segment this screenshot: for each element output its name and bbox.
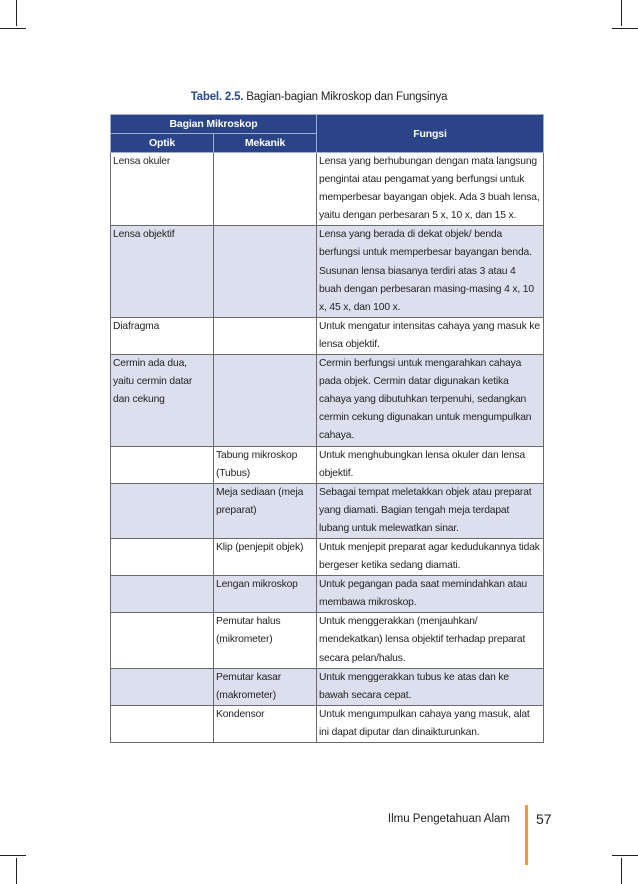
cell-fungsi: Untuk menggerakkan (menjauhkan/ mendekatkan) lensa objektif terhadap preparat secara pelan/halus.: [317, 613, 544, 668]
crop-mark: [621, 858, 622, 884]
table-caption: [0, 91, 638, 103]
cell-mekanik: Klip (penjepit objek): [214, 538, 317, 575]
table-row: [111, 705, 544, 742]
header-optik: Optik: [111, 134, 214, 153]
header-fungsi: Fungsi: [317, 115, 544, 153]
cell-optik: [111, 705, 214, 742]
table-row: [111, 317, 544, 354]
cell-optik: [111, 613, 214, 668]
caption-label: Tabel. 2.5.: [190, 91, 244, 103]
cell-mekanik: Meja sediaan (meja preparat): [214, 483, 317, 538]
crop-mark: [612, 855, 638, 856]
cell-optik: [111, 446, 214, 483]
cell-fungsi: Lensa yang berada di dekat objek/ benda berfungsi untuk memperbesar bayangan benda. Susunan lensa biasanya terdiri atas 3 atau 4 buah dengan perbesaran masing-masing 4 x, 10 x, 45 x, dan 100 x.: [317, 226, 544, 317]
table-row: [111, 446, 544, 483]
cell-mekanik: [214, 226, 317, 317]
cell-mekanik: Pemutar halus (mikrometer): [214, 613, 317, 668]
table-row: [111, 538, 544, 575]
crop-mark: [16, 858, 17, 884]
table-row: [111, 226, 544, 317]
cell-fungsi: Untuk menggerakkan tubus ke atas dan ke bawah secara cepat.: [317, 668, 544, 705]
cell-mekanik: Tabung mikroskop (Tubus): [214, 446, 317, 483]
table-row: [111, 668, 544, 705]
cell-fungsi: Untuk pegangan pada saat memindahkan atau membawa mikroskop.: [317, 576, 544, 613]
cell-mekanik: Pemutar kasar (makrometer): [214, 668, 317, 705]
crop-mark: [16, 0, 17, 26]
cell-optik: Lensa okuler: [111, 153, 214, 226]
microscope-parts-table: [110, 114, 544, 743]
caption-title: Bagian-bagian Mikroskop dan Fungsinya: [246, 91, 448, 103]
cell-optik: [111, 483, 214, 538]
cell-fungsi: Cermin berfungsi untuk mengarahkan cahaya pada objek. Cermin datar digunakan ketika cahaya yang dibutuhkan terpenuhi, sedangkan cermin cekung digunakan untuk mengumpulkan cahaya.: [317, 355, 544, 446]
table-row: [111, 613, 544, 668]
cell-optik: [111, 538, 214, 575]
cell-optik: [111, 668, 214, 705]
footer-divider: [525, 805, 528, 865]
cell-mekanik: [214, 153, 317, 226]
cell-fungsi: Sebagai tempat meletakkan objek atau preparat yang diamati. Bagian tengah meja terdapat lubang untuk melewatkan sinar.: [317, 483, 544, 538]
table-row: [111, 153, 544, 226]
table-row: [111, 355, 544, 446]
group-header: Bagian Mikroskop: [111, 115, 317, 134]
cell-fungsi: Lensa yang berhubungan dengan mata langsung pengintai atau pengamat yang berfungsi untuk memperbesar bayangan objek. Ada 3 buah lensa, yaitu dengan perbesaran 5 x, 10 x, dan 15 x.: [317, 153, 544, 226]
crop-mark: [612, 28, 638, 29]
table-row: [111, 576, 544, 613]
cell-optik: Lensa objektif: [111, 226, 214, 317]
cell-fungsi: Untuk mengumpulkan cahaya yang masuk, alat ini dapat diputar dan dinaikturunkan.: [317, 705, 544, 742]
page-number: 57: [536, 811, 552, 827]
cell-fungsi: Untuk mengatur intensitas cahaya yang masuk ke lensa objektif.: [317, 317, 544, 354]
cell-mekanik: [214, 317, 317, 354]
cell-mekanik: Kondensor: [214, 705, 317, 742]
book-title: Ilmu Pengetahuan Alam: [387, 813, 510, 825]
crop-mark: [621, 0, 622, 26]
cell-fungsi: Untuk menjepit preparat agar kedudukannya tidak bergeser ketika sedang diamati.: [317, 538, 544, 575]
cell-optik: [111, 576, 214, 613]
header-mekanik: Mekanik: [214, 134, 317, 153]
cell-mekanik: [214, 355, 317, 446]
table-row: [111, 483, 544, 538]
cell-optik: Diafragma: [111, 317, 214, 354]
cell-mekanik: Lengan mikroskop: [214, 576, 317, 613]
crop-mark: [0, 28, 26, 29]
cell-optik: Cermin ada dua, yaitu cermin datar dan cekung: [111, 355, 214, 446]
cell-fungsi: Untuk menghubungkan lensa okuler dan lensa objektif.: [317, 446, 544, 483]
crop-mark: [0, 855, 26, 856]
